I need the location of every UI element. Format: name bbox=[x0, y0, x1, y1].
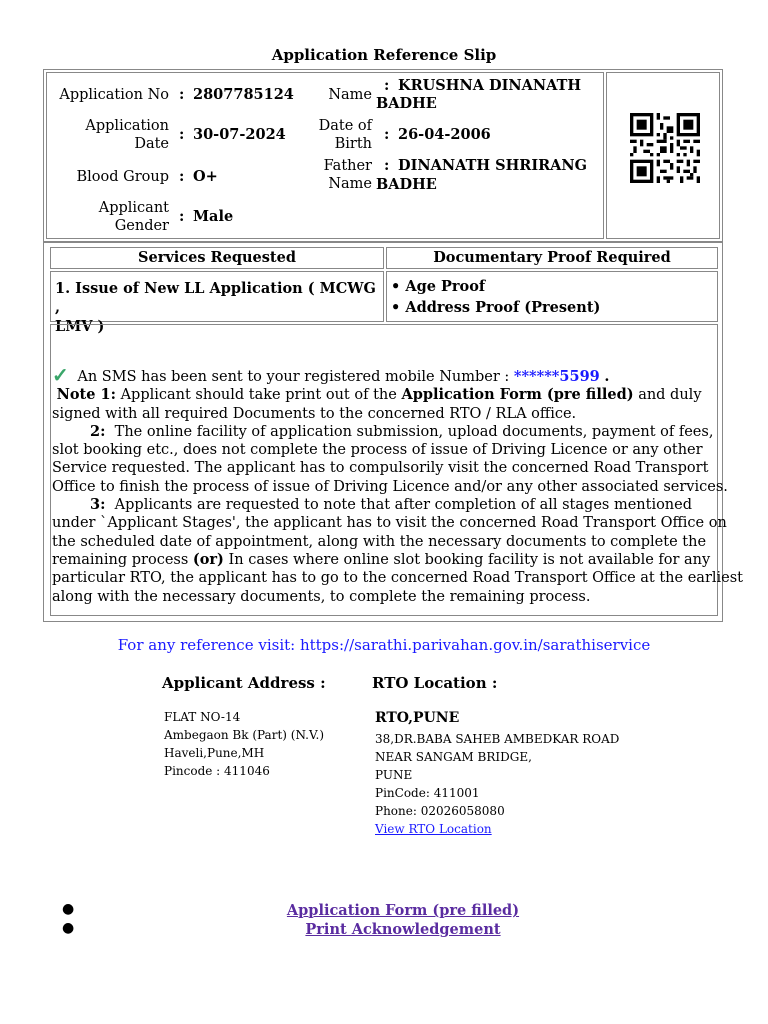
note1-form-name: Application Form (pre filled) bbox=[401, 386, 634, 404]
checkmark-icon: ✓ bbox=[52, 363, 69, 387]
dob-colon: : bbox=[384, 126, 390, 143]
name-value-line2: BADHE bbox=[376, 95, 437, 112]
service-requested-cell bbox=[50, 271, 384, 335]
qr-code-icon bbox=[630, 113, 700, 183]
sms-notice: An SMS has been sent to your registered mobile Number : bbox=[77, 369, 510, 385]
services-header: Services Requested bbox=[50, 247, 384, 269]
gender-value: Male bbox=[193, 208, 234, 225]
service-line2: LMV ) bbox=[55, 318, 105, 335]
note2-label: 2: bbox=[90, 422, 106, 440]
name-value-line1: KRUSHNA DINANATH bbox=[398, 77, 582, 94]
blood-group-value: O+ bbox=[193, 168, 218, 185]
gender-colon: : bbox=[179, 208, 185, 225]
rto-address: 38,DR.BABA SAHEB AMBEDKAR ROAD NEAR SANGAM BRIDGE, PUNE PinCode: 411001 Phone: 02026058080 View RTO Location bbox=[375, 732, 620, 836]
note1-label: Note 1: bbox=[56, 386, 116, 404]
app-date-value: 30-07-2024 bbox=[193, 126, 286, 143]
bullet-icon: ● bbox=[62, 901, 75, 917]
service-line1: 1. Issue of New LL Application ( MCWG , bbox=[55, 280, 376, 316]
mobile-number: ******5599 bbox=[513, 368, 600, 385]
applicant-address: FLAT NO-14 Ambegaon Bk (Part) (N.V.) Haveli,Pune,MH Pincode : 411046 bbox=[164, 710, 325, 778]
qr-code-panel bbox=[606, 72, 720, 239]
app-date-label: Application Date bbox=[85, 118, 169, 152]
applicant-address-header: Applicant Address : bbox=[162, 674, 326, 692]
app-no-colon: : bbox=[179, 86, 185, 103]
notes-text: ✓ An SMS has been sent to your registered mobile Number : ******5599 . Note 1: Applicant should take print out of the Application Form (pre filled) and duly signed with all required Documents to the concerned RTO / RLA office. 2: The online facility of application submission, upload documents, payment of fees, slot booking etc., does not complete the process of issue of Driving Licence or any other Service requested. The applicant has to compulsorily visit the concerned Road Transport Office to finish the process of issue of Driving Licence and/or any other associated services. 3: Applicants are requested to note that after completion of all stages mentioned under `Applicant Stages', the applicant has to visit the concerned Road Transport Office on the scheduled date of appointment, along with the necessary documents to complete the remaining process (or) In cases where online slot booking facility is not available for any particular RTO, the applicant has to go to the concerned Road Transport Office at the earliest along with the necessary documents, to complete the remaining process. bbox=[52, 363, 743, 605]
name-colon: : bbox=[384, 77, 390, 94]
rto-name: RTO,PUNE bbox=[375, 710, 460, 726]
proof-item: • Age Proof bbox=[391, 278, 486, 295]
dob-label: Date of Birth bbox=[318, 118, 372, 152]
father-name-colon: : bbox=[384, 157, 390, 174]
page-title: Application Reference Slip bbox=[271, 46, 497, 64]
application-form-link[interactable]: Application Form (pre filled) bbox=[286, 902, 520, 919]
proof-header: Documentary Proof Required bbox=[386, 247, 718, 269]
name-label: Name bbox=[328, 87, 372, 103]
rto-location-header: RTO Location : bbox=[372, 674, 498, 692]
father-name-label: Father Name bbox=[323, 158, 372, 192]
proof-item: • Address Proof (Present) bbox=[391, 299, 601, 316]
note3-label: 3: bbox=[90, 496, 106, 514]
proof-required-cell bbox=[386, 271, 718, 322]
blood-group-label: Blood Group bbox=[76, 169, 169, 185]
father-name-line2: BADHE bbox=[376, 176, 437, 193]
note1-line2: signed with all required Documents to the concerned RTO / RLA office. bbox=[52, 405, 577, 422]
app-date-colon: : bbox=[179, 126, 185, 143]
father-name-line1: DINANATH SHRIRANG bbox=[398, 157, 588, 174]
blood-group-colon: : bbox=[179, 168, 185, 185]
bullet-icon: ● bbox=[62, 920, 75, 936]
view-rto-location-link[interactable]: View RTO Location bbox=[375, 822, 492, 836]
dob-value: 26-04-2006 bbox=[398, 126, 491, 143]
reference-link-text[interactable]: For any reference visit: https://sarathi.parivahan.gov.in/sarathiservice bbox=[117, 636, 651, 654]
gender-label: Applicant Gender bbox=[98, 200, 169, 234]
app-no-value: 2807785124 bbox=[193, 86, 294, 103]
print-acknowledgement-link[interactable]: Print Acknowledgement bbox=[305, 921, 501, 938]
app-no-label: Application No bbox=[59, 87, 169, 103]
